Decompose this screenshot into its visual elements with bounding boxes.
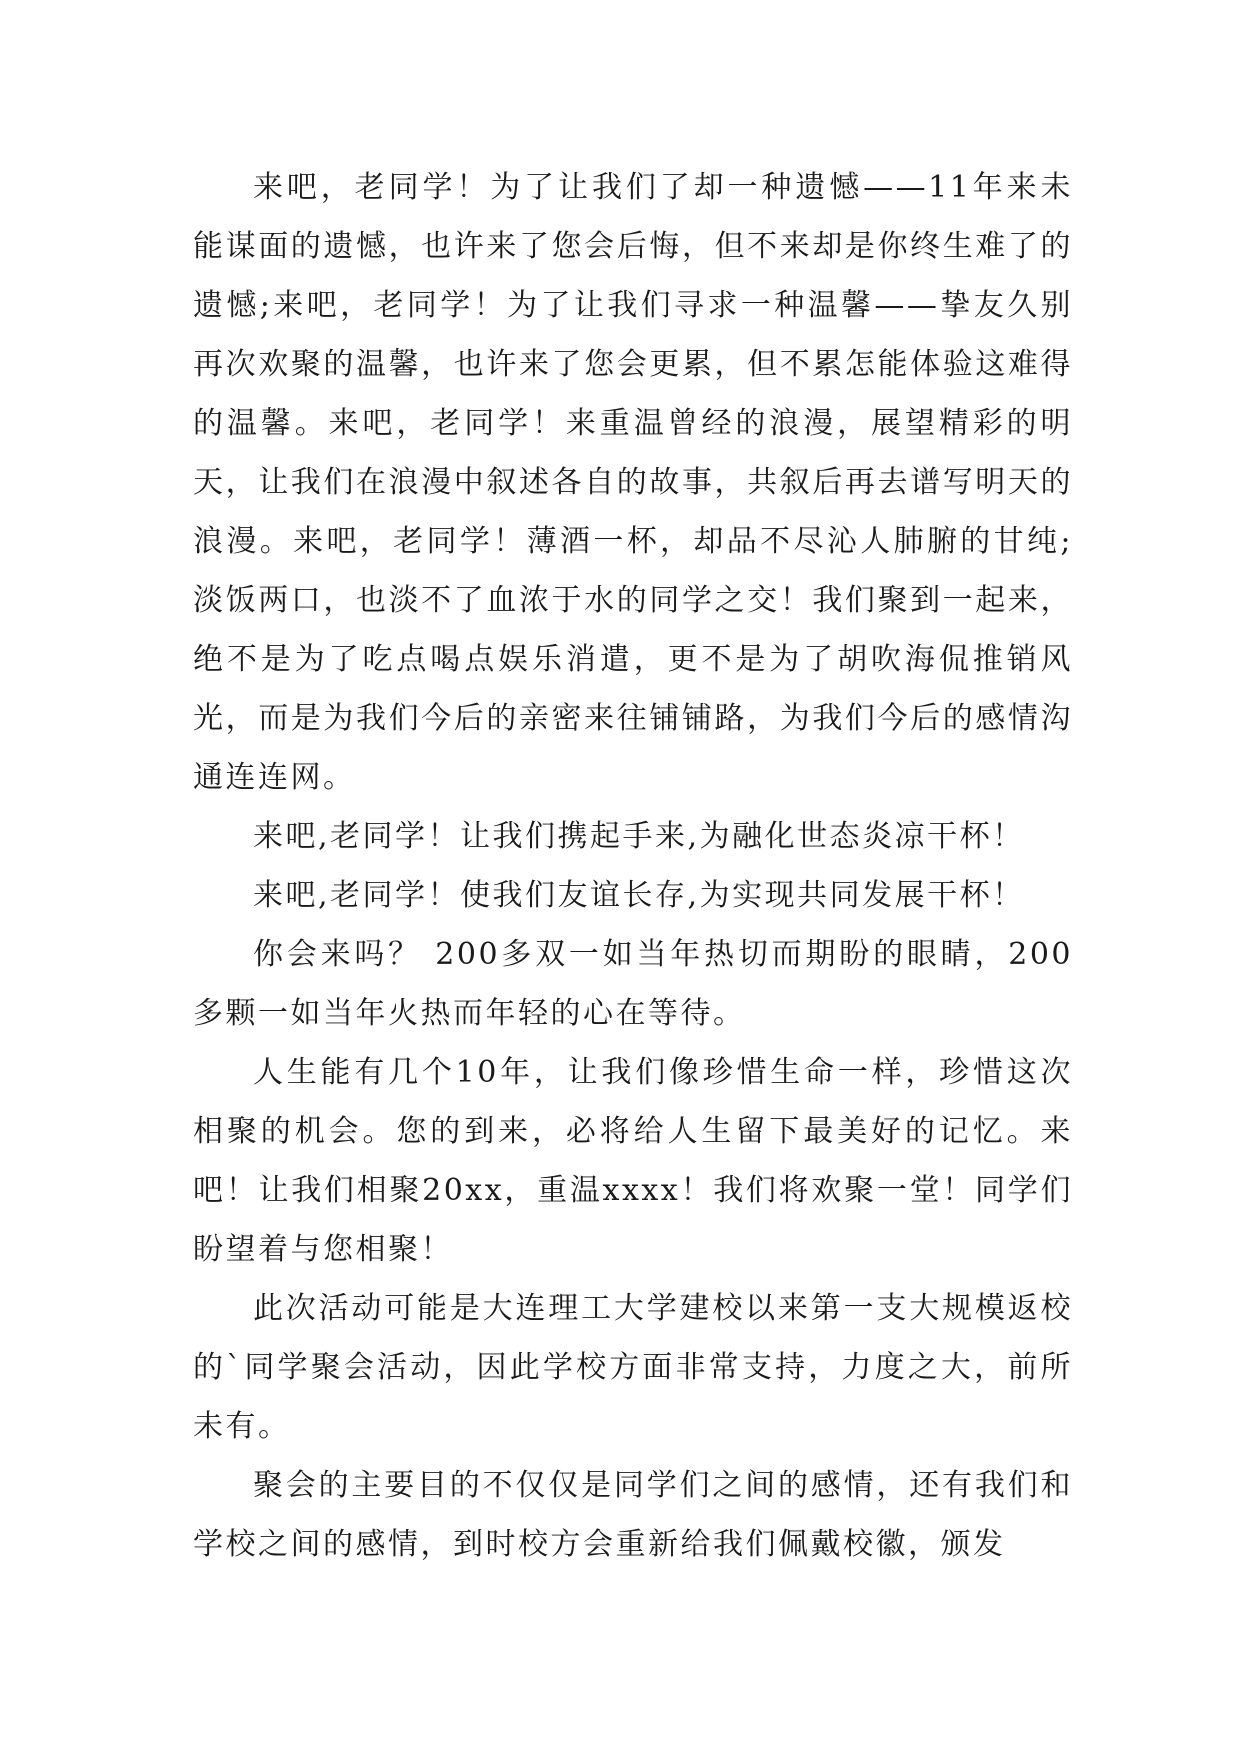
paragraph-will-you-come: 你会来吗？ 200多双一如当年热切而期盼的眼睛，200多颗一如当年火热而年轻的心在等待。: [193, 937, 1073, 1031]
paragraph-invitation: 来吧，老同学！为了让我们了却一种遗憾——11年来未能谋面的遗憾，也许来了您会后悔，但不来却是你终生难了的遗憾;来吧，老同学！为了让我们寻求一种温馨——挚友久别再次欢聚的温馨，也许来了您会更累，但不累怎能体验这难得的温馨。来吧，老同学！来重温曾经的浪漫，展望精彩的明天，让我们在浪漫中叙述各自的故事，共叙后再去谱写明天的浪漫。来吧，老同学！薄酒一杯，却品不尽沁人肺腑的甘纯;淡饭两口，也淡不了血浓于水的同学之交！我们聚到一起来，绝不是为了吃点喝点娱乐消遣，更不是为了胡吹海侃推销风光，而是为我们今后的亲密来往铺铺路，为我们今后的感情沟通连连网。: [193, 170, 1073, 795]
paragraph-reunion: 人生能有几个10年，让我们像珍惜生命一样，珍惜这次相聚的机会。您的到来，必将给人生留下最美好的记忆。来吧！让我们相聚20xx，重温xxxx！我们将欢聚一堂！同学们盼望着与您相聚！: [193, 1055, 1073, 1267]
paragraph-purpose: 聚会的主要目的不仅仅是同学们之间的感情，还有我们和学校之间的感情，到时校方会重新给我们佩戴校徽，颁发: [193, 1468, 1073, 1562]
paragraph-toast-two: 来吧,老同学！使我们友谊长存,为实现共同发展干杯！: [253, 878, 1025, 913]
document-body: [193, 158, 1073, 1574]
paragraph-school-support: 此次活动可能是大连理工大学建校以来第一支大规模返校的`同学聚会活动，因此学校方面非常支持，力度之大，前所未有。: [193, 1291, 1073, 1444]
paragraph-toast-one: 来吧,老同学！让我们携起手来,为融化世态炎凉干杯！: [253, 819, 1025, 854]
